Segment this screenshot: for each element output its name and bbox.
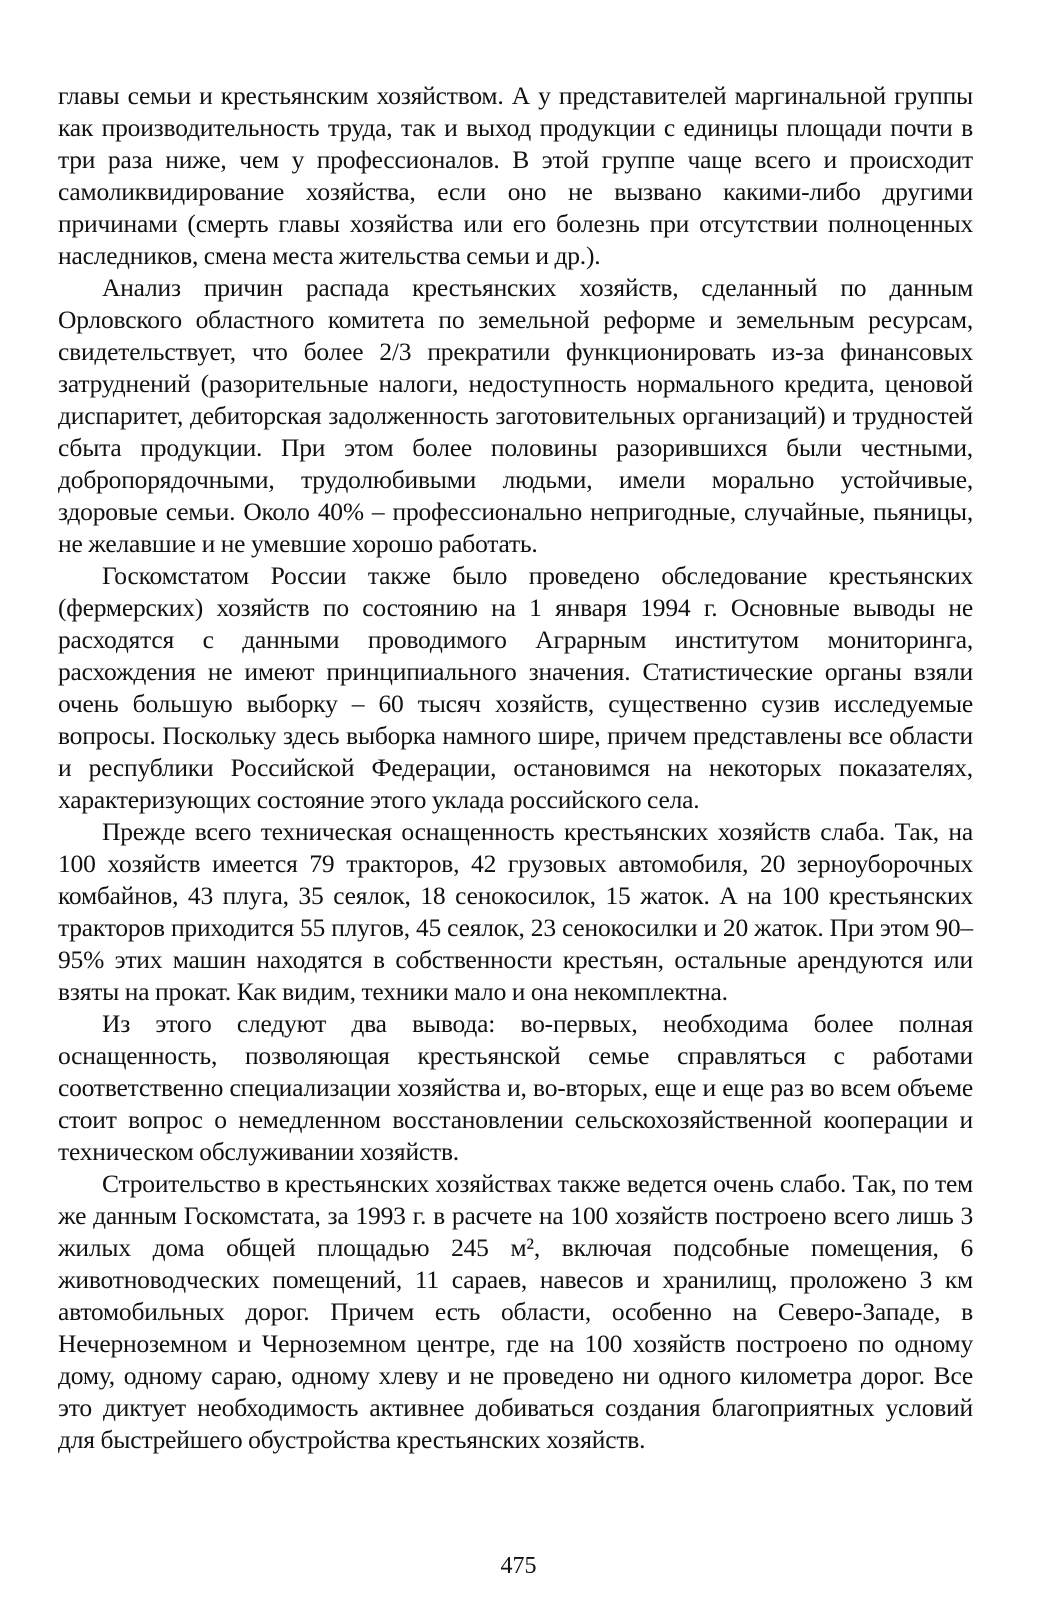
paragraph-conclusions: Из этого следуют два вывода: во-первых, необходима более полная оснащенность, позволяющая крестьянской семье справляться с работами соответственно специализации хозяйства и, во-вторых, еще и еще раз во всем объеме стоит вопрос о немедленном восстановлении сельскохозяйственной кооперации и техническом обслуживании хозяйств.: [58, 1009, 973, 1166]
paragraph-goskomstat-survey: Госкомстатом России также было проведено обследование крестьянских (фермерских) хозяйств по состоянию на 1 января 1994 г. Основные выводы не расходятся с данными проводимого Аграрным институтом мониторинга, расхождения не имеют принципиального значения. Статистические органы взяли очень большую выборку – 60 тысяч хозяйств, существенно сузив исследуемые вопросы. Поскольку здесь выборка намного шире, причем представлены все области и республики Российской Федерации, остановимся на некоторых показателях, характеризующих состояние этого уклада российского села.: [58, 561, 973, 814]
body-text: [58, 80, 973, 1456]
paragraph-technical-equipment: Прежде всего техническая оснащенность крестьянских хозяйств слаба. Так, на 100 хозяйств имеется 79 тракторов, 42 грузовых автомобиля, 20 зерноуборочных комбайнов, 43 плуга, 35 сеялок, 18 сенокосилок, 15 жаток. А на 100 крестьянских тракторов приходится 55 плугов, 45 сеялок, 23 сенокосилки и 20 жаток. При этом 90–95% этих машин находятся в собственности крестьян, остальные арендуются или взяты на прокат. Как видим, техники мало и она некомплектна.: [58, 817, 973, 1006]
paragraph-construction: Строительство в крестьянских хозяйствах также ведется очень слабо. Так, по тем же данным Госкомстата, за 1993 г. в расчете на 100 хозяйств построено всего лишь 3 жилых дома общей площадью 245 м², включая подсобные помещения, 6 животноводческих помещений, 11 сараев, навесов и хранилищ, проложено 3 км автомобильных дорог. Причем есть области, особенно на Северо-Западе, в Нечерноземном и Черноземном центре, где на 100 хозяйств построено по одному дому, одному сараю, одному хлеву и не проведено ни одного километра дорог. Все это диктует необходимость активнее добиваться создания благоприятных условий для быстрейшего обустройства крестьянских хозяйств.: [58, 1169, 973, 1454]
paragraph-collapse-analysis: Анализ причин распада крестьянских хозяйств, сделанный по данным Орловского областного комитета по земельной реформе и земельным ресурсам, свидетельствует, что более 2/3 прекратили функционировать из-за финансовых затруднений (разорительные налоги, недоступность нормального кредита, ценовой диспаритет, дебиторская задолженность заготовительных организаций) и трудностей сбыта продукции. При этом более половины разорившихся были честными, добропорядочными, трудолюбивыми людьми, имели морально устойчивые, здоровые семьи. Около 40% – профессионально непригодные, случайные, пьяницы, не желавшие и не умевшие хорошо работать.: [58, 273, 973, 558]
paragraph-continuation: главы семьи и крестьянским хозяйством. А у представителей маргинальной группы как производительность труда, так и выход продукции с единицы площади почти в три раза ниже, чем у профессионалов. В этой группе чаще всего и происходит самоликвидирование хозяйства, если оно не вызвано какими-либо другими причинами (смерть главы хозяйства или его болезнь при отсутствии полноценных наследников, смена места жительства семьи и др.).: [58, 81, 973, 270]
page-number: 475: [500, 1553, 537, 1579]
page-body: [58, 80, 973, 1456]
